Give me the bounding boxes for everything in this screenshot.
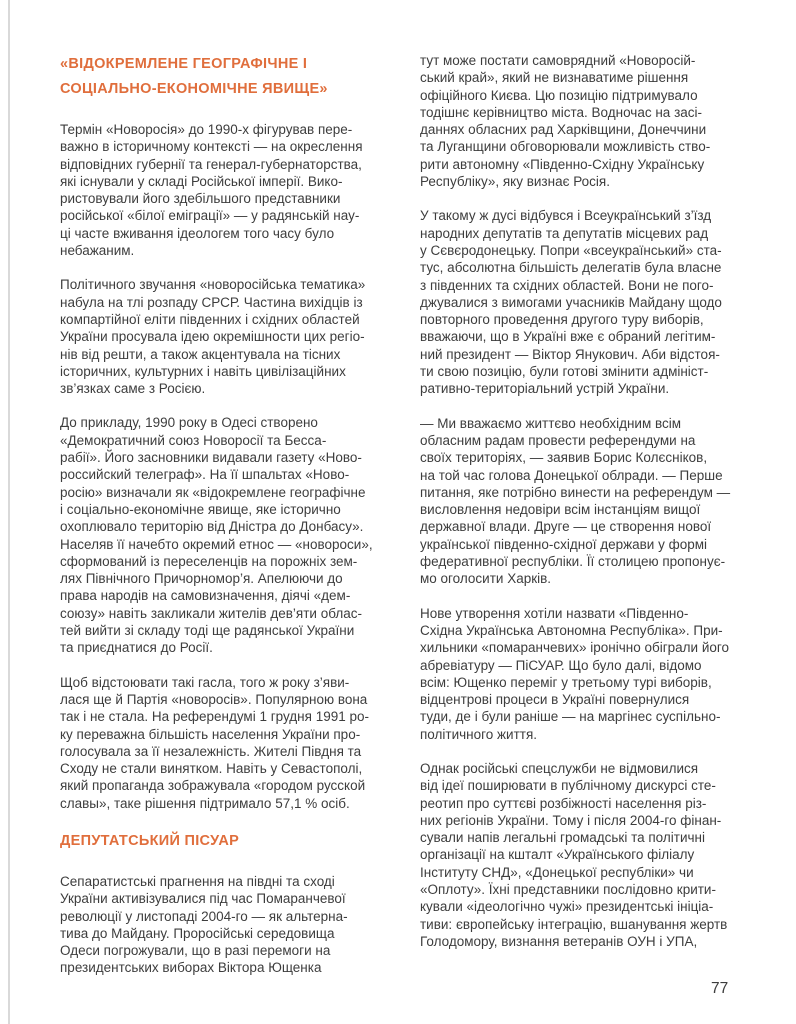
paragraph: До прикладу, 1990 року в Одесі створено «Демократичний союз Новоросії та Бесса- рабії». Його засновники видавали газету «Ново- российский телеграф». На її шпальтах «Ново- росію» визначали як «відокремлене географічне і соціально-економічне явище, яке історично охоплювало територію від Дністра до Донбасу». Населяв її начебто окремий етнос — «новороси», сформований із переселенців на порожніх зем- лях Північного Причорномор’я. Апелюючи до права народів на самовизначення, діячі «дем- союзу» навіть закликали жителів дев’яти облас- тей вийти зі складу тоді ще радянської України та приєднатися до Росії. — [60, 415, 373, 656]
section-heading-deputy-pisuar: ДЕПУТАТСЬКИЙ ПІСУАР — [60, 832, 240, 849]
page-number: 77 — [711, 980, 729, 997]
paragraph: Сепаратистські прагнення на півдні та сході України активізувалися під час Помаранчевої революції у листопаді 2004-го — як альтерна- тива до Майдану. Проросійські середовища Одеси погрожували, що в разі перемоги на президентських виборах Віктора Ющенка — [60, 873, 348, 976]
paragraph: Нове утворення хотіли назвати «Південно- Східна Українська Автономна Республіка». При- хильники «помаранчевих» іронічно обіграли його абревіатуру — ПіСУАР. Що було далі, відомо всім: Ющенко переміг у третьому турі виборів, відцентрові процеси в Україні повернулися туди, де і були раніше — на маргінес суспільно- політичного життя. — [420, 605, 729, 742]
paragraph: Однак російські спецслужби не відмовилися від ідеї поширювати в публічному дискурсі сте- реотип про суттєві розбіжності населення різ- них регіонів України. Тому і після 2004-го фінан- сували напів легальні громадські та політичні організації на кшталт «Українського філіалу Інституту СНД», «Донецької республіки» чи «Оплоту». Їхні представники послідовно крити- кували «ідеологічно чужі» президентські ініціа- тиви: європейську інтеграцію, вшанування жертв Голодомору, визнання ветеранів ОУН і УПА, — [420, 760, 728, 949]
paragraph: — Ми вважаємо життєво необхідним всім обласним радам провести референдуми на своїх територіях, — заявив Борис Колєсніков, на той час голова Донецької облради. — Перше питання, яке потрібно винести на референдум — висловлення недовіри всім інстанціям вищої державної влади. Друге — це створення нової української південно-східної держави у формі федеративної республіки. Її столицею пропонує- мо оголосити Харків. — [420, 415, 731, 587]
paragraph: У такому ж дусі відбувся і Всеукраїнський з’їзд народних депутатів та депутатів місцевих рад у Сєвєродонецьку. Попри «всеукраїнський» ста- тус, абсолютна більшість делегатів була власне з південних та східних областей. Вони не пого- джувалися з вимогами учасників Майдану щодо повторного проведення другого туру виборів, вважаючи, що в Україні вже є обраний легітим- ний президент — Віктор Янукович. Аби відстоя- ти свою позицію, були готові змінити адмініст- ративно-територіальний устрій України. — [420, 208, 722, 397]
section-heading-geographic-phenomenon: «ВІДОКРЕМЛЕНЕ ГЕОГРАФІЧНЕ І СОЦІАЛЬНО-ЕКОНОМІЧНЕ ЯВИЩЕ» — [60, 56, 328, 97]
paragraph: Політичного звучання «новоросійська тематика» набула на тлі розпаду СРСР. Частина вихідців із компартійної еліти південних і східних областей України просувала ідею окремішности цих регіо- нів від решти, а також акцентувала на тісних історичних, культурних і навіть цивілізаційних зв’язках саме з Росією. — [60, 277, 366, 397]
paragraph: Щоб відстоювати такі гасла, того ж року з’яви- лася ще й Партія «новоросів». Популярною вона так і не стала. На референдумі 1 грудня 1991 ро- ку переважна більшість населення України про- голосувала за її незалежність. Жителі Півдня та Сходу не стали винятком. Навіть у Севастополі, який пропаганда зображувала «городом русской славы», таке рішення підтримало 57,1 % осіб. — [60, 674, 369, 811]
paragraph: тут може постати самоврядний «Новоросій- ський край», який не визнаватиме рішення офіційного Києва. Цю позицію підтримувало тодішнє керівництво міста. Водночас на засі- даннях обласних рад Харківщини, Донеччини та Луганщини обговорювали можливість ство- рити автономну «Південно-Східну Українську Республіку», яку визнає Росія. — [420, 53, 711, 190]
paragraph: Термін «Новоросія» до 1990-х фігурував пере- важно в історичному контексті — на окреслення відповідних губернії та генерал-губернаторства, які існували у складі Російської імперії. Вико- ристовували його здебільшого представники російської «білої еміграції» — у радянській нау- ці часте вживання ідеологем того часу було небажаним. — [60, 122, 363, 259]
right-column — [420, 52, 756, 967]
left-column — [60, 52, 396, 994]
page-edge-line — [8, 0, 10, 1024]
